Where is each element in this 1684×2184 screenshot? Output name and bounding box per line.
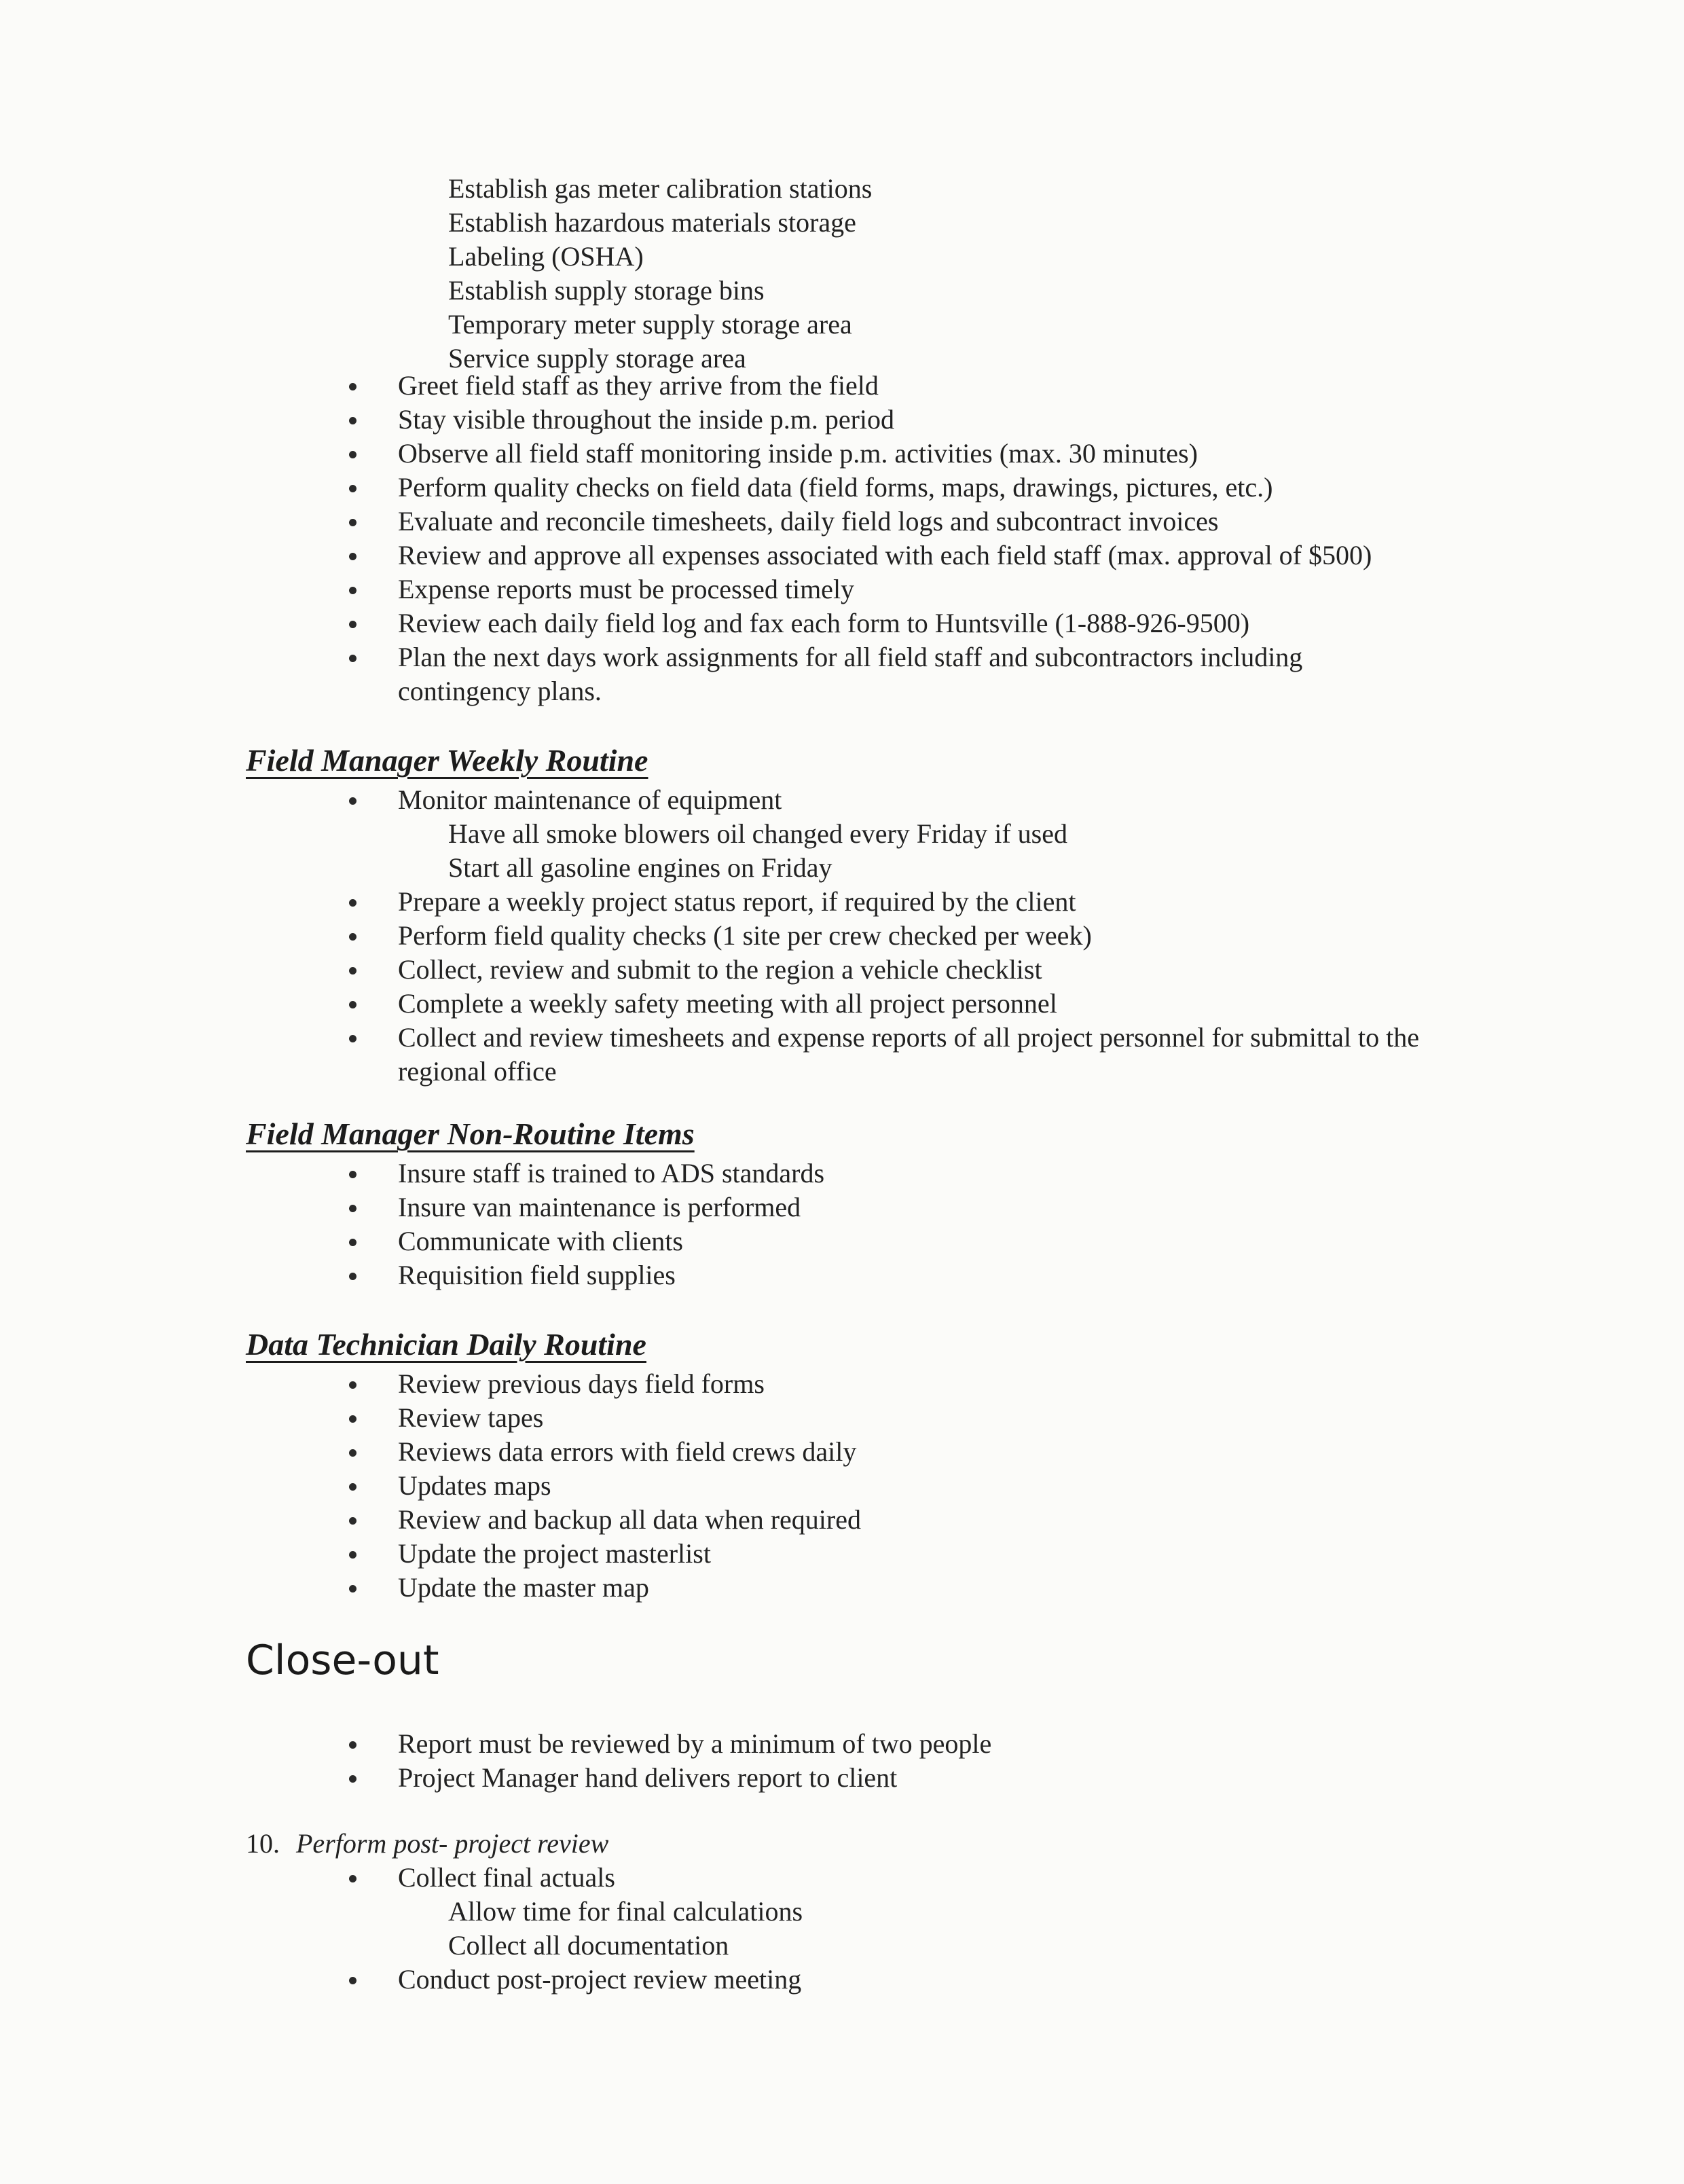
step-title: Perform post- project review bbox=[296, 1828, 609, 1859]
list-item: Updates maps bbox=[0, 1469, 1684, 1503]
sub-item: Start all gasoline engines on Friday bbox=[448, 852, 832, 883]
bullet-icon bbox=[349, 451, 356, 458]
list-item: Stay visible throughout the inside p.m. period bbox=[0, 403, 1684, 437]
bullet-icon bbox=[349, 1977, 356, 1984]
bullet-icon bbox=[349, 1741, 356, 1749]
sub-item: Temporary meter supply storage area bbox=[448, 309, 852, 340]
datatech-list bbox=[0, 1367, 1684, 1605]
list-item-continuation: regional office bbox=[398, 1056, 557, 1087]
sub-item: Collect all documentation bbox=[448, 1930, 729, 1961]
bullet-icon bbox=[349, 1415, 356, 1423]
bullet-icon bbox=[349, 1775, 356, 1783]
sub-item: Service supply storage area bbox=[448, 343, 746, 374]
list-item: Collect final actuals bbox=[0, 1861, 1684, 1895]
list-item: Review and backup all data when required bbox=[0, 1503, 1684, 1537]
bullet-icon bbox=[349, 1517, 356, 1525]
list-item: Observe all field staff monitoring inside p.m. activities (max. 30 minutes) bbox=[0, 437, 1684, 471]
list-item: Perform field quality checks (1 site per crew checked per week) bbox=[0, 919, 1684, 953]
list-item: Greet field staff as they arrive from the field bbox=[0, 369, 1684, 403]
bullet-icon bbox=[349, 797, 356, 805]
bullet-icon bbox=[349, 1551, 356, 1559]
sub-item: Establish gas meter calibration stations bbox=[448, 173, 873, 204]
bullet-icon bbox=[349, 1449, 356, 1457]
bullet-icon bbox=[349, 1035, 356, 1042]
list-item: Communicate with clients bbox=[0, 1224, 1684, 1258]
list-item: Plan the next days work assignments for all field staff and subcontractors including bbox=[0, 640, 1684, 674]
bullet-icon bbox=[349, 553, 356, 560]
bullet-icon bbox=[349, 1239, 356, 1246]
list-item: Insure staff is trained to ADS standards bbox=[0, 1157, 1684, 1190]
section-heading-datatech: Data Technician Daily Routine bbox=[246, 1327, 646, 1362]
sub-item: Establish supply storage bins bbox=[448, 275, 765, 306]
sub-item: Establish hazardous materials storage bbox=[448, 207, 856, 238]
bullet-icon bbox=[349, 621, 356, 628]
list-item: Review and approve all expenses associated with each field staff (max. approval of $500) bbox=[0, 539, 1684, 572]
sub-item: Allow time for final calculations bbox=[448, 1896, 803, 1927]
closeout-heading: Close-out bbox=[246, 1637, 439, 1684]
section-heading-nonroutine: Field Manager Non-Routine Items bbox=[246, 1116, 695, 1151]
bullet-icon bbox=[349, 899, 356, 907]
bullet-icon bbox=[349, 967, 356, 975]
bullet-icon bbox=[349, 1483, 356, 1491]
bullet-icon bbox=[349, 1875, 356, 1882]
list-item: Expense reports must be processed timely bbox=[0, 572, 1684, 606]
list-item: Review previous days field forms bbox=[0, 1367, 1684, 1401]
bullet-icon bbox=[349, 417, 356, 424]
list-item: Complete a weekly safety meeting with all project personnel bbox=[0, 987, 1684, 1021]
bullet-icon bbox=[349, 1273, 356, 1280]
bullet-icon bbox=[349, 383, 356, 390]
intro-sublist bbox=[0, 172, 1684, 376]
list-item: Conduct post-project review meeting bbox=[0, 1963, 1684, 1997]
sub-item: Have all smoke blowers oil changed every Friday if used bbox=[448, 818, 1067, 849]
list-item: Monitor maintenance of equipment bbox=[0, 783, 1684, 817]
list-item: Collect, review and submit to the region a vehicle checklist bbox=[0, 953, 1684, 987]
list-item: Perform quality checks on field data (field forms, maps, drawings, pictures, etc.) bbox=[0, 471, 1684, 505]
list-item: Requisition field supplies bbox=[0, 1258, 1684, 1292]
bullet-icon bbox=[349, 933, 356, 941]
bullet-icon bbox=[349, 1171, 356, 1178]
list-item: Insure van maintenance is performed bbox=[0, 1190, 1684, 1224]
step-number: 10. bbox=[246, 1828, 280, 1859]
step-10-title bbox=[246, 1827, 608, 1861]
bullet-icon bbox=[349, 485, 356, 492]
step10-list bbox=[0, 1861, 1684, 1997]
list-item-continuation: contingency plans. bbox=[398, 676, 602, 706]
list-item: Reviews data errors with field crews daily bbox=[0, 1435, 1684, 1469]
list-item: Report must be reviewed by a minimum of two people bbox=[0, 1727, 1684, 1761]
bullet-icon bbox=[349, 1205, 356, 1212]
list-item: Evaluate and reconcile timesheets, daily field logs and subcontract invoices bbox=[0, 505, 1684, 539]
weekly-list bbox=[0, 783, 1684, 1089]
bullet-icon bbox=[349, 655, 356, 662]
bullet-icon bbox=[349, 519, 356, 526]
sub-item: Labeling (OSHA) bbox=[448, 241, 644, 272]
nonroutine-list bbox=[0, 1157, 1684, 1292]
daily-list bbox=[0, 369, 1684, 708]
list-item: Update the project masterlist bbox=[0, 1537, 1684, 1571]
list-item: Review tapes bbox=[0, 1401, 1684, 1435]
list-item: Review each daily field log and fax each form to Huntsville (1-888-926-9500) bbox=[0, 606, 1684, 640]
section-heading-weekly: Field Manager Weekly Routine bbox=[246, 743, 648, 778]
list-item: Collect and review timesheets and expense reports of all project personnel for submittal to the bbox=[0, 1021, 1684, 1055]
bullet-icon bbox=[349, 1585, 356, 1592]
bullet-icon bbox=[349, 1381, 356, 1389]
bullet-icon bbox=[349, 1001, 356, 1008]
list-item: Project Manager hand delivers report to client bbox=[0, 1761, 1684, 1795]
list-item: Prepare a weekly project status report, if required by the client bbox=[0, 885, 1684, 919]
bullet-icon bbox=[349, 587, 356, 594]
closeout-list bbox=[0, 1727, 1684, 1795]
list-item: Update the master map bbox=[0, 1571, 1684, 1605]
